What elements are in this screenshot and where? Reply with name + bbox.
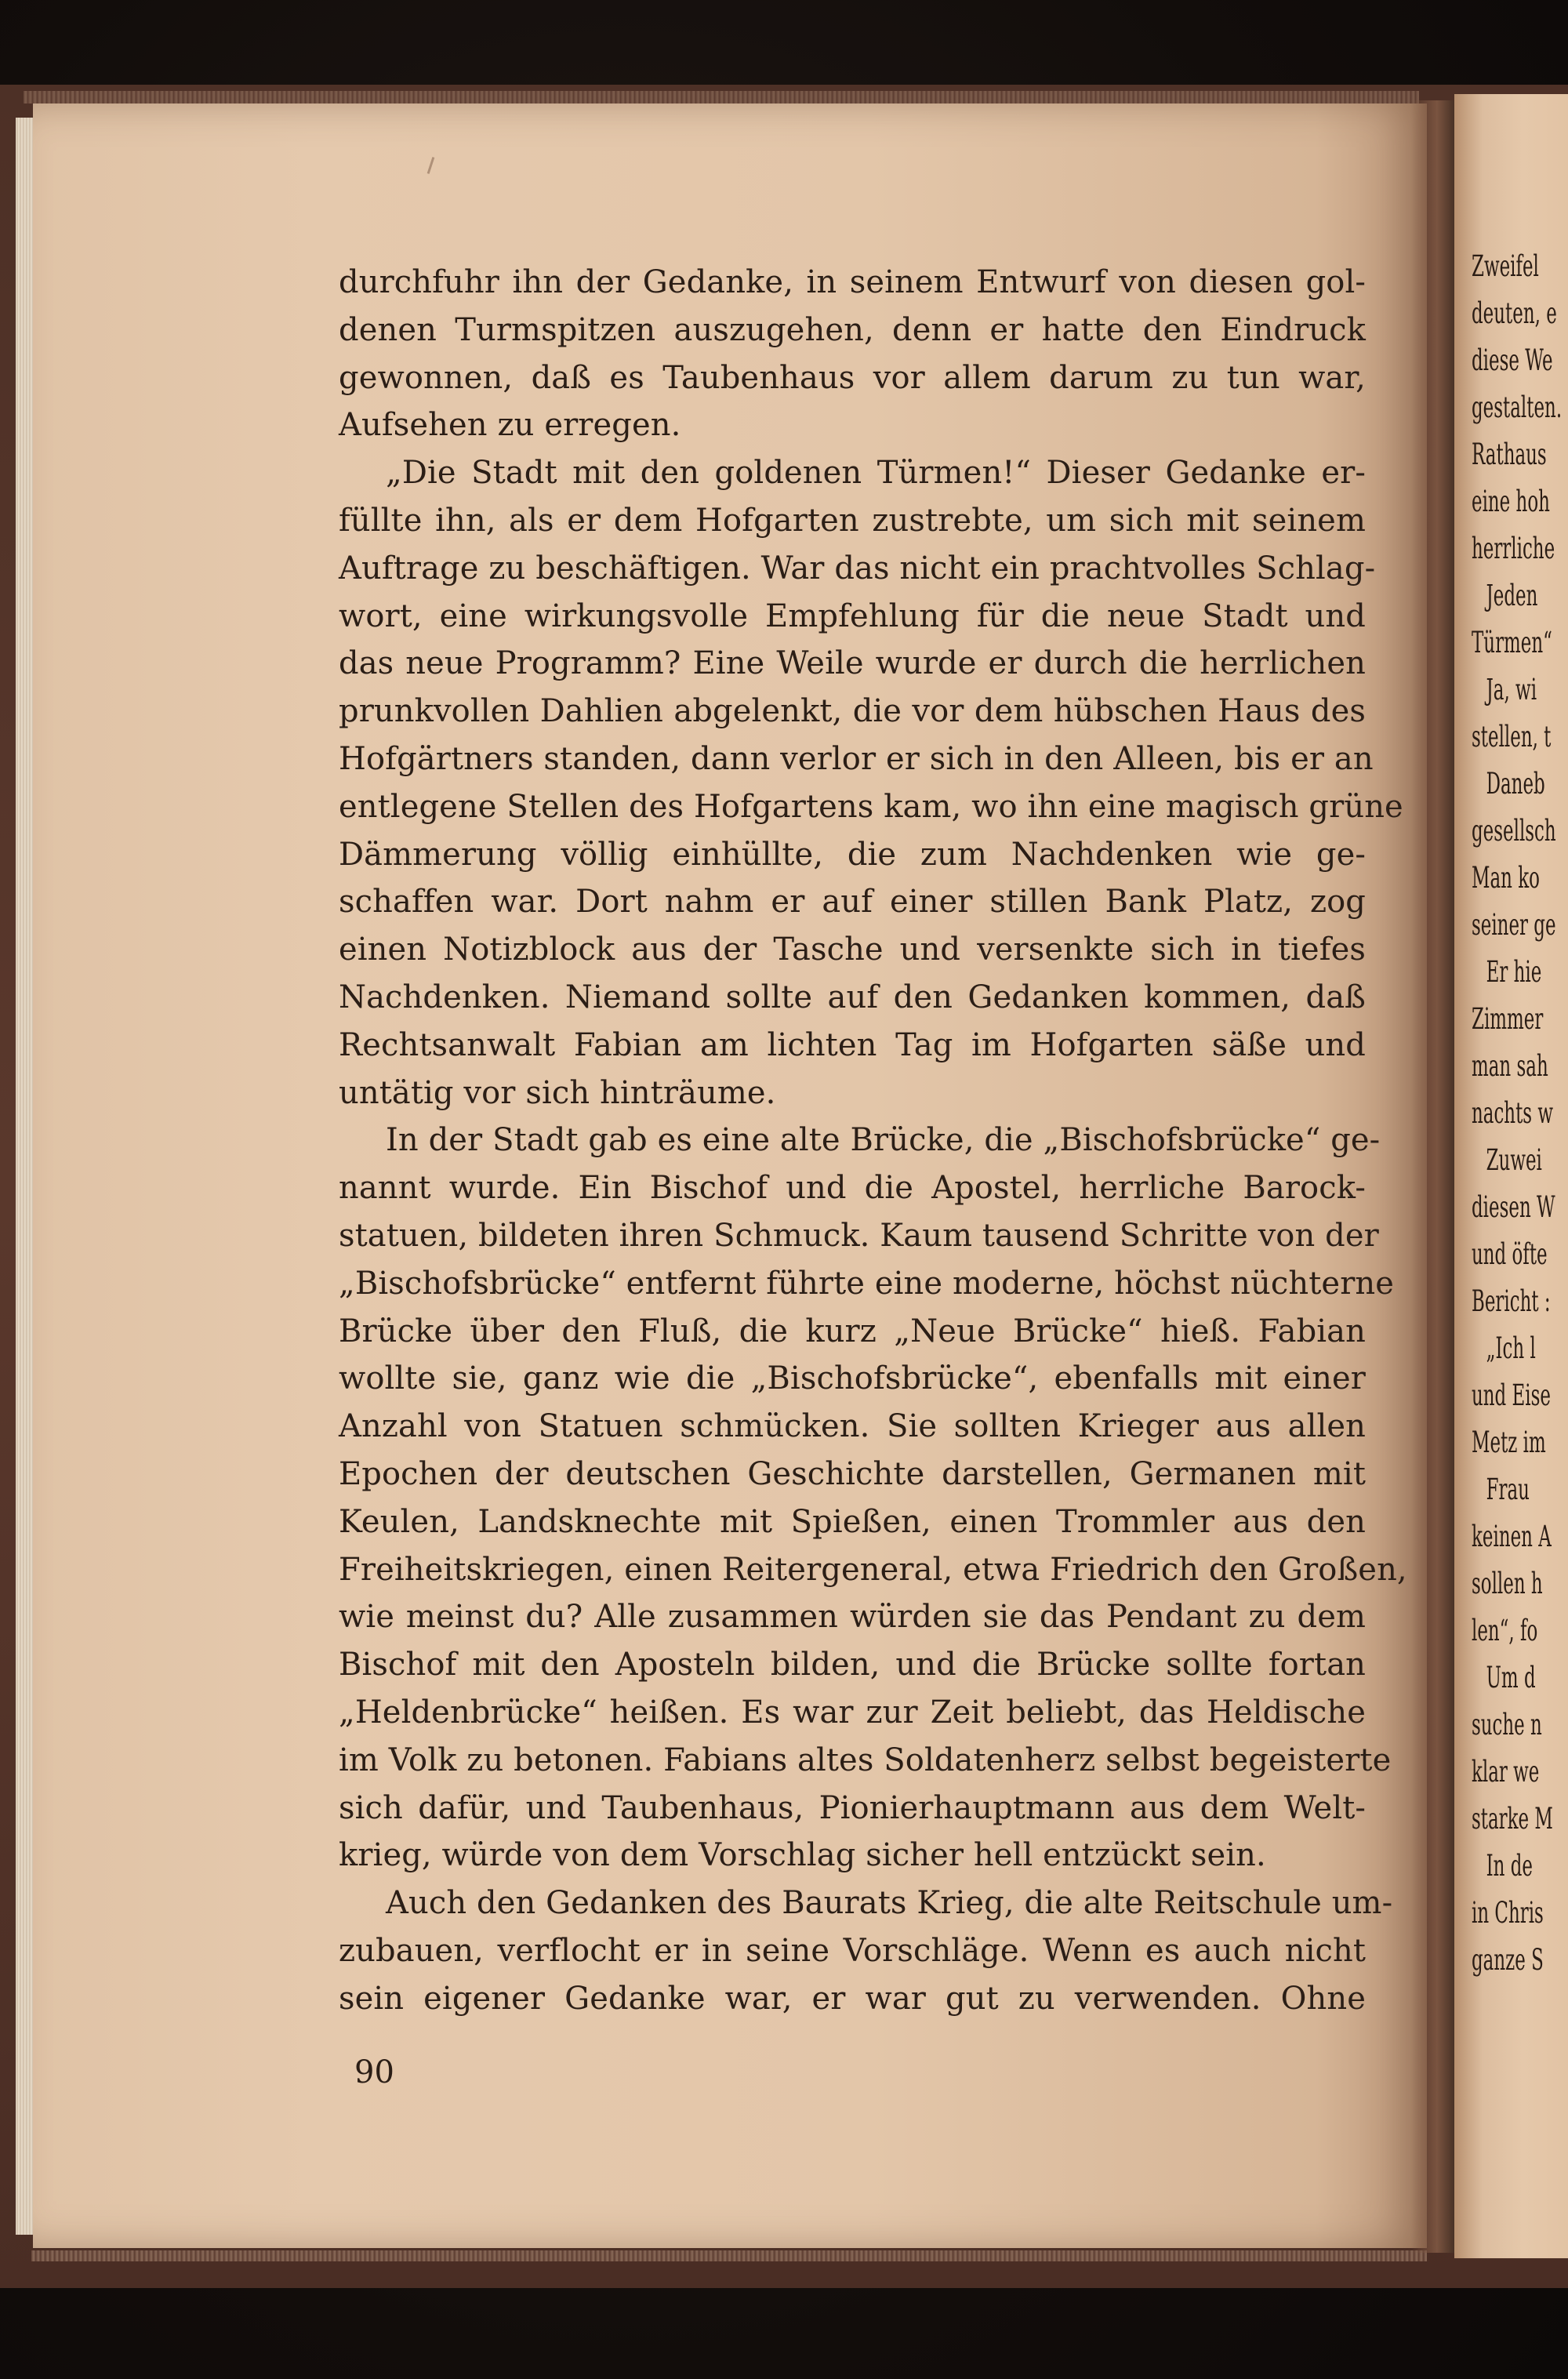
facing-text-line: „Ich l: [1486, 1331, 1536, 1365]
text-line: Auftrage zu beschäftigen. War das nicht ein prachtvolles Schlag-: [339, 550, 1376, 587]
text-line: durchfuhr ihn der Gedanke, in seinem Entwurf von diesen gol-: [339, 264, 1366, 300]
facing-text-line: seiner ge: [1472, 908, 1556, 942]
facing-text-line: Rathaus: [1472, 438, 1547, 471]
facing-text-line: suche n: [1472, 1708, 1542, 1742]
facing-text-line: Daneb: [1486, 767, 1545, 801]
text-line: Bischof mit den Aposteln bilden, und die Brücke sollte fortan: [339, 1647, 1366, 1683]
text-line: einen Notizblock aus der Tasche und versenkte sich in tiefes: [339, 932, 1366, 968]
facing-text-line: keinen A: [1472, 1520, 1552, 1553]
text-line: untätig vor sich hinträume.: [339, 1074, 776, 1111]
text-line: Epochen der deutschen Geschichte darstellen, Germanen mit: [339, 1455, 1366, 1492]
text-line: „Die Stadt mit den goldenen Türmen!“ Dieser Gedanke er-: [386, 455, 1366, 492]
facing-text-line: Zweifel: [1472, 249, 1539, 283]
page-number: 90: [354, 2054, 394, 2090]
facing-text-line: starke M: [1472, 1802, 1553, 1836]
text-line: entlegene Stellen des Hofgartens kam, wo ihn eine magisch grüne: [339, 788, 1403, 825]
text-line: Anzahl von Statuen schmücken. Sie sollten Krieger aus allen: [339, 1408, 1366, 1445]
text-line: im Volk zu betonen. Fabians altes Soldatenherz selbst begeisterte: [339, 1742, 1392, 1778]
facing-text-line: Er hie: [1486, 955, 1542, 989]
facing-text-line: herrliche: [1472, 532, 1555, 565]
facing-text-line: klar we: [1472, 1755, 1540, 1789]
facing-text-line: In de: [1486, 1849, 1533, 1883]
text-line: schaffen war. Dort nahm er auf einer stillen Bank Platz, zog: [339, 884, 1366, 921]
left-page-text: [339, 259, 1407, 2022]
facing-text-line: diesen W: [1472, 1190, 1555, 1224]
text-line: das neue Programm? Eine Weile wurde er durch die herrlichen: [339, 645, 1366, 682]
facing-text-line: Türmen“: [1472, 626, 1552, 659]
text-line: Keulen, Landsknechte mit Spießen, einen Trommler aus den: [339, 1503, 1366, 1540]
facing-text-line: Bericht :: [1472, 1284, 1551, 1318]
facing-text-line: diese We: [1472, 343, 1553, 377]
text-line: sich dafür, und Taubenhaus, Pionierhauptmann aus dem Welt-: [339, 1789, 1366, 1826]
facing-text-line: Man ko: [1472, 861, 1540, 895]
text-line: zubauen, verflocht er in seine Vorschläge. Wenn es auch nicht: [339, 1932, 1366, 1969]
facing-text-line: Um d: [1486, 1661, 1536, 1694]
facing-text-line: nachts w: [1472, 1096, 1553, 1130]
text-line: nannt wurde. Ein Bischof und die Apostel, herrliche Barock-: [339, 1170, 1366, 1207]
facing-text-line: Frau: [1486, 1473, 1530, 1506]
text-line: „Bischofsbrücke“ entfernt führte eine moderne, höchst nüchterne: [339, 1265, 1395, 1302]
facing-text-line: und Eise: [1472, 1378, 1551, 1412]
facing-text-line: gestalten.: [1472, 390, 1563, 424]
text-line: krieg, würde von dem Vorschlag sicher hell entzückt sein.: [339, 1837, 1266, 1874]
right-page: [1454, 94, 1568, 2258]
right-page-text: [1472, 243, 1568, 1984]
text-line: Aufsehen zu erregen.: [339, 407, 681, 444]
text-line: wollte sie, ganz wie die „Bischofsbrücke“, ebenfalls mit einer: [339, 1360, 1366, 1397]
text-line: Freiheitskriegen, einen Reitergeneral, etwa Friedrich den Großen,: [339, 1551, 1407, 1588]
facing-text-line: man sah: [1472, 1049, 1548, 1083]
book-gutter: [1411, 100, 1458, 2253]
facing-text-line: und öfte: [1472, 1237, 1548, 1271]
text-line: Rechtsanwalt Fabian am lichten Tag im Hofgarten säße und: [339, 1026, 1366, 1063]
facing-text-line: stellen, t: [1472, 720, 1552, 754]
text-line: wie meinst du? Alle zusammen würden sie das Pendant zu dem: [339, 1599, 1366, 1636]
text-line: Brücke über den Fluß, die kurz „Neue Brücke“ hieß. Fabian: [339, 1313, 1366, 1349]
facing-text-line: Ja, wi: [1486, 673, 1537, 706]
facing-text-line: ganze S: [1472, 1943, 1544, 1977]
facing-text-line: Metz im: [1472, 1426, 1546, 1459]
text-line: Auch den Gedanken des Baurats Krieg, die alte Reitschule um-: [386, 1885, 1393, 1922]
text-line: Hofgärtners standen, dann verlor er sich in den Alleen, bis er an: [339, 740, 1374, 777]
facing-text-line: gesellsch: [1472, 814, 1556, 848]
facing-text-line: in Chris: [1472, 1896, 1544, 1930]
text-line: prunkvollen Dahlien abgelenkt, die vor dem hübschen Haus des: [339, 693, 1366, 730]
text-line: denen Turmspitzen auszugehen, denn er hatte den Eindruck: [339, 311, 1366, 348]
facing-text-line: len“, fo: [1472, 1614, 1538, 1647]
text-line: „Heldenbrücke“ heißen. Es war zur Zeit beliebt, das Heldische: [339, 1694, 1366, 1731]
text-line: statuen, bildeten ihren Schmuck. Kaum tausend Schritte von der: [339, 1217, 1379, 1254]
facing-text-line: sollen h: [1472, 1567, 1543, 1600]
text-line: füllte ihn, als er dem Hofgarten zustrebte, um sich mit seinem: [339, 502, 1366, 539]
text-line: sein eigener Gedanke war, er war gut zu verwenden. Ohne: [339, 1980, 1366, 2017]
facing-text-line: deuten, e: [1472, 296, 1557, 330]
binding-edge-bottom: [31, 2250, 1427, 2261]
facing-text-line: Zimmer: [1472, 1002, 1544, 1036]
binding-edge-top: [24, 91, 1419, 104]
text-line: In der Stadt gab es eine alte Brücke, die „Bischofsbrücke“ ge-: [386, 1122, 1381, 1159]
text-line: Dämmerung völlig einhüllte, die zum Nachdenken wie ge-: [339, 836, 1366, 873]
text-line: Nachdenken. Niemand sollte auf den Gedanken kommen, daß: [339, 979, 1366, 1015]
text-line: gewonnen, daß es Taubenhaus vor allem darum zu tun war,: [339, 359, 1366, 396]
facing-text-line: Jeden: [1486, 579, 1538, 612]
facing-text-line: eine hoh: [1472, 485, 1550, 518]
text-line: wort, eine wirkungsvolle Empfehlung für die neue Stadt und: [339, 597, 1366, 634]
facing-text-line: Zuwei: [1486, 1143, 1542, 1177]
